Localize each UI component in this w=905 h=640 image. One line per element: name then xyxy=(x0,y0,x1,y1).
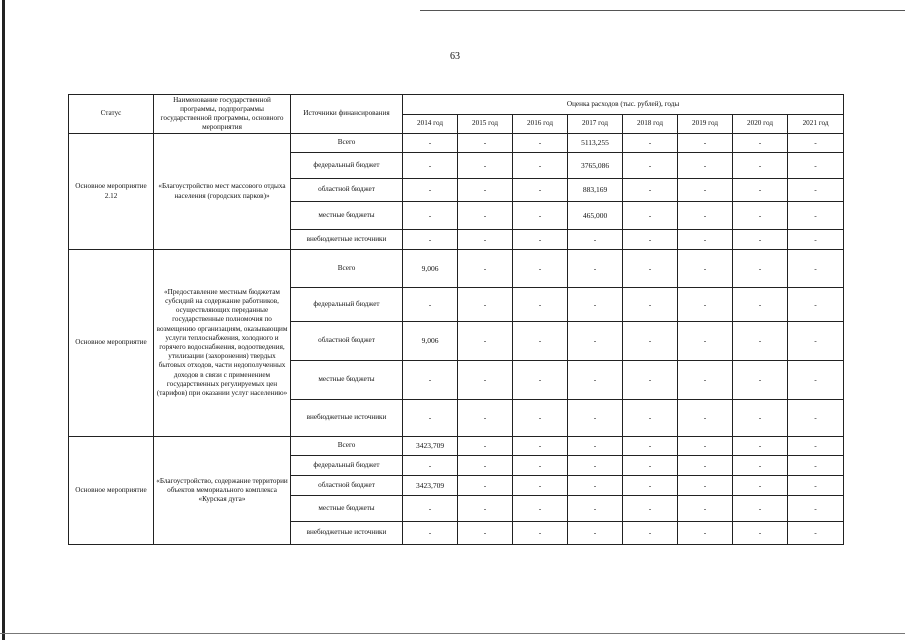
amount-cell: - xyxy=(623,153,678,179)
amount-cell: - xyxy=(788,400,844,437)
amount-cell: - xyxy=(403,230,458,250)
page-number: 63 xyxy=(450,51,460,62)
amount-cell: - xyxy=(678,202,733,230)
amount-cell: - xyxy=(623,202,678,230)
amount-cell: - xyxy=(788,456,844,476)
header-year: 2015 год xyxy=(458,115,513,134)
amount-cell: - xyxy=(403,400,458,437)
amount-cell: - xyxy=(623,522,678,545)
amount-cell: - xyxy=(678,230,733,250)
amount-cell: - xyxy=(458,456,513,476)
amount-cell: - xyxy=(513,361,568,400)
amount-cell: - xyxy=(458,400,513,437)
amount-cell: - xyxy=(623,250,678,288)
amount-cell: - xyxy=(403,153,458,179)
header-status: Статус xyxy=(69,95,154,134)
amount-cell: - xyxy=(403,456,458,476)
amount-cell: - xyxy=(733,400,788,437)
amount-cell: - xyxy=(458,230,513,250)
funding-source: внебюджетные источники xyxy=(291,230,403,250)
budget-table xyxy=(68,94,844,545)
amount-cell: - xyxy=(458,476,513,496)
amount-cell: - xyxy=(568,250,623,288)
row-status: Основное мероприятие xyxy=(69,250,154,437)
amount-cell: - xyxy=(568,437,623,456)
funding-source: Всего xyxy=(291,250,403,288)
amount-cell: - xyxy=(568,400,623,437)
amount-cell: 3423,709 xyxy=(403,476,458,496)
funding-source: внебюджетные источники xyxy=(291,400,403,437)
amount-cell: - xyxy=(513,456,568,476)
amount-cell: - xyxy=(678,322,733,361)
amount-cell: 5113,255 xyxy=(568,134,623,153)
amount-cell: - xyxy=(788,179,844,202)
funding-source: местные бюджеты xyxy=(291,496,403,522)
funding-source: областной бюджет xyxy=(291,322,403,361)
header-name: Наименование государственной программы, подпрограммы государственной программы, основного мероприятия xyxy=(154,95,291,134)
amount-cell: - xyxy=(623,437,678,456)
amount-cell: - xyxy=(458,496,513,522)
amount-cell: - xyxy=(733,134,788,153)
amount-cell: - xyxy=(733,522,788,545)
amount-cell: - xyxy=(733,288,788,322)
amount-cell: - xyxy=(623,134,678,153)
header-year: 2021 год xyxy=(788,115,844,134)
amount-cell: - xyxy=(568,456,623,476)
amount-cell: - xyxy=(733,179,788,202)
amount-cell: - xyxy=(513,322,568,361)
row-status: Основное мероприятие 2.12 xyxy=(69,134,154,250)
amount-cell: - xyxy=(623,496,678,522)
amount-cell: - xyxy=(568,322,623,361)
amount-cell: - xyxy=(788,134,844,153)
amount-cell: - xyxy=(568,288,623,322)
amount-cell: - xyxy=(678,134,733,153)
amount-cell: - xyxy=(788,153,844,179)
amount-cell: - xyxy=(458,250,513,288)
header-year: 2019 год xyxy=(678,115,733,134)
header-sources: Источники финансирования xyxy=(291,95,403,134)
amount-cell: - xyxy=(513,522,568,545)
amount-cell: 3765,086 xyxy=(568,153,623,179)
funding-source: Всего xyxy=(291,437,403,456)
amount-cell: - xyxy=(788,202,844,230)
header-year: 2017 год xyxy=(568,115,623,134)
amount-cell: - xyxy=(513,400,568,437)
amount-cell: - xyxy=(733,202,788,230)
amount-cell: - xyxy=(623,400,678,437)
row-status: Основное мероприятие xyxy=(69,437,154,545)
amount-cell: - xyxy=(678,153,733,179)
amount-cell: 3423,709 xyxy=(403,437,458,456)
amount-cell: - xyxy=(458,134,513,153)
amount-cell: - xyxy=(788,437,844,456)
amount-cell: - xyxy=(513,476,568,496)
amount-cell: - xyxy=(513,250,568,288)
amount-cell: - xyxy=(458,202,513,230)
amount-cell: - xyxy=(788,250,844,288)
table-row xyxy=(69,437,844,456)
amount-cell: - xyxy=(678,456,733,476)
amount-cell: - xyxy=(788,230,844,250)
amount-cell: - xyxy=(568,230,623,250)
amount-cell: - xyxy=(403,496,458,522)
row-name: «Благоустройство, содержание территории объектов мемориального комплекса «Курская дуга» xyxy=(154,437,291,545)
amount-cell: 465,000 xyxy=(568,202,623,230)
amount-cell: - xyxy=(788,522,844,545)
amount-cell: - xyxy=(678,400,733,437)
funding-source: местные бюджеты xyxy=(291,361,403,400)
table-row xyxy=(69,134,844,153)
table-body xyxy=(69,134,844,545)
amount-cell: - xyxy=(403,134,458,153)
header-year: 2018 год xyxy=(623,115,678,134)
table-row xyxy=(69,250,844,288)
row-name: «Благоустройство мест массового отдыха населения (городских парков)» xyxy=(154,134,291,250)
funding-source: Всего xyxy=(291,134,403,153)
amount-cell: - xyxy=(733,230,788,250)
amount-cell: - xyxy=(623,456,678,476)
scan-edge-top xyxy=(420,10,905,11)
amount-cell: - xyxy=(678,522,733,545)
amount-cell: - xyxy=(513,134,568,153)
amount-cell: - xyxy=(733,456,788,476)
header-year: 2016 год xyxy=(513,115,568,134)
amount-cell: - xyxy=(623,230,678,250)
amount-cell: - xyxy=(788,361,844,400)
amount-cell: - xyxy=(678,250,733,288)
header-estimate: Оценка расходов (тыс. рублей), годы xyxy=(403,95,844,115)
funding-source: федеральный бюджет xyxy=(291,288,403,322)
amount-cell: - xyxy=(513,437,568,456)
amount-cell: - xyxy=(513,496,568,522)
amount-cell: - xyxy=(678,179,733,202)
amount-cell: 9,006 xyxy=(403,322,458,361)
amount-cell: - xyxy=(458,322,513,361)
amount-cell: - xyxy=(513,179,568,202)
funding-source: областной бюджет xyxy=(291,179,403,202)
amount-cell: - xyxy=(403,288,458,322)
amount-cell: - xyxy=(568,361,623,400)
amount-cell: - xyxy=(788,476,844,496)
amount-cell: - xyxy=(458,288,513,322)
row-name: «Предоставление местным бюджетам субсидий на содержание работников, осуществляющих переданные государственные полномочия по возмещению организациям, оказывающим услуги теплоснабжения, холодного и горячего водоснабжения, водоотведения, утилизации (захоронения) твердых бытовых отходов, части недополученных доходов в связи с применением государственных регулируемых цен (тарифов) при оказании услуг населению» xyxy=(154,250,291,437)
funding-source: областной бюджет xyxy=(291,476,403,496)
amount-cell: - xyxy=(623,179,678,202)
amount-cell: - xyxy=(678,496,733,522)
amount-cell: - xyxy=(458,179,513,202)
amount-cell: - xyxy=(513,202,568,230)
scan-edge-left xyxy=(2,0,5,640)
amount-cell: - xyxy=(568,476,623,496)
amount-cell: - xyxy=(733,437,788,456)
amount-cell: - xyxy=(733,250,788,288)
amount-cell: - xyxy=(733,476,788,496)
amount-cell: - xyxy=(788,288,844,322)
amount-cell: - xyxy=(788,496,844,522)
amount-cell: - xyxy=(568,496,623,522)
header-year: 2014 год xyxy=(403,115,458,134)
amount-cell: - xyxy=(403,179,458,202)
funding-source: федеральный бюджет xyxy=(291,153,403,179)
amount-cell: - xyxy=(733,496,788,522)
amount-cell: 883,169 xyxy=(568,179,623,202)
amount-cell: - xyxy=(513,230,568,250)
funding-source: местные бюджеты xyxy=(291,202,403,230)
amount-cell: - xyxy=(403,361,458,400)
amount-cell: - xyxy=(623,288,678,322)
amount-cell: - xyxy=(458,522,513,545)
amount-cell: - xyxy=(678,361,733,400)
amount-cell: - xyxy=(623,322,678,361)
amount-cell: - xyxy=(788,322,844,361)
amount-cell: - xyxy=(458,153,513,179)
amount-cell: - xyxy=(623,476,678,496)
amount-cell: - xyxy=(733,153,788,179)
amount-cell: - xyxy=(623,361,678,400)
scan-edge-bottom xyxy=(0,633,905,634)
amount-cell: - xyxy=(678,288,733,322)
amount-cell: - xyxy=(458,361,513,400)
funding-source: федеральный бюджет xyxy=(291,456,403,476)
amount-cell: - xyxy=(568,522,623,545)
amount-cell: 9,006 xyxy=(403,250,458,288)
amount-cell: - xyxy=(513,153,568,179)
amount-cell: - xyxy=(403,522,458,545)
amount-cell: - xyxy=(458,437,513,456)
amount-cell: - xyxy=(513,288,568,322)
amount-cell: - xyxy=(403,202,458,230)
amount-cell: - xyxy=(733,322,788,361)
amount-cell: - xyxy=(678,476,733,496)
funding-source: внебюджетные источники xyxy=(291,522,403,545)
header-year: 2020 год xyxy=(733,115,788,134)
amount-cell: - xyxy=(733,361,788,400)
amount-cell: - xyxy=(678,437,733,456)
